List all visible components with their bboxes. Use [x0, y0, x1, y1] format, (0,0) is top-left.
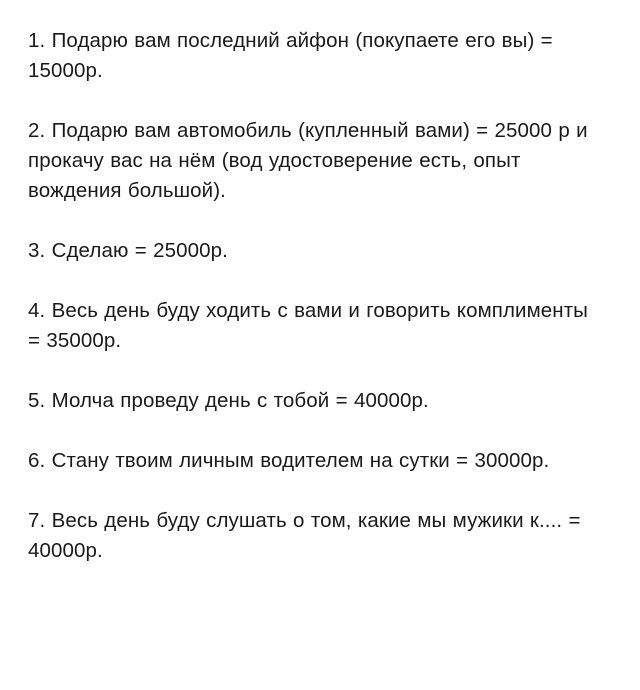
list-item: 1. Подарю вам последний айфон (покупаете его вы) = 15000р.	[28, 29, 553, 82]
list-item: 5. Молча проведу день с тобой = 40000р.	[28, 389, 429, 412]
list-item: 3. Сделаю = 25000р.	[28, 239, 228, 262]
list-item: 6. Стану твоим личным водителем на сутки = 30000р.	[28, 449, 550, 472]
list-item: 4. Весь день буду ходить с вами и говорить комплименты = 35000р.	[28, 299, 589, 352]
list-item: 7. Весь день буду слушать о том, какие мы мужики к.... = 40000р.	[28, 509, 581, 562]
list-item: 2. Подарю вам автомобиль (купленный вами) = 25000 р и прокачу вас на нём (вод удостоверение есть, опыт вождения большой).	[28, 119, 588, 202]
